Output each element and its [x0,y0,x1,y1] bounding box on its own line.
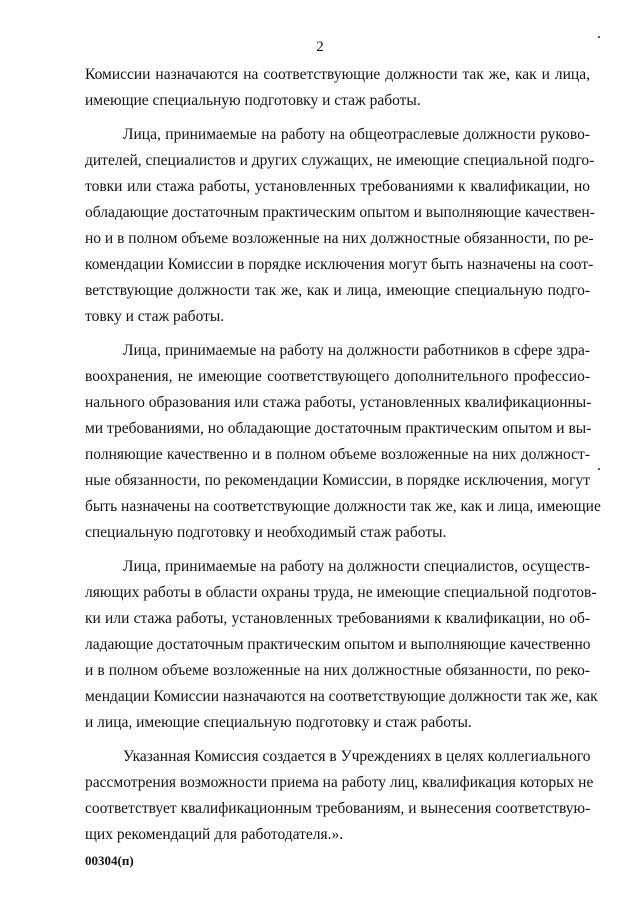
scan-speck [598,468,600,470]
text-line: и в полном объеме возложенные на них должностные обязанности, по реко- [85,662,590,679]
text-line: ладающие достаточным практическим опытом и выполняющие качественно [85,636,591,653]
paragraph [85,62,590,114]
text-line: быть назначены на соответствующие должности так же, как и лица, имеющие [85,498,601,515]
text-line: рассмотрения возможности приема на работу лиц, квалификация которых не [85,774,594,791]
text-line: товку и стаж работы. [85,308,225,325]
text-line: Лица, принимаемые на работу на должности работников в сфере здра- [123,342,590,359]
text-line: Комиссии назначаются на соответствующие должности так же, как и лица, [85,66,590,83]
document-body [85,62,601,848]
text-line: Лица, принимаемые на работу на общеотраслевые должности руково- [123,126,590,143]
paragraph [85,554,598,736]
paragraph [85,744,594,848]
text-line: щих рекомендаций для работодателя.». [85,826,344,843]
text-line: товки или стажа работы, установленных требованиями к квалификации, но [85,178,590,195]
text-line: нального образования или стажа работы, установленных квалификационны- [85,394,592,411]
text-line: комендации Комиссии в порядке исключения могут быть назначены на соот- [85,256,594,273]
text-line: ки или стажа работы, установленных требованиями к квалификации, но об- [85,610,590,627]
text-line: но и в полном объеме возложенные на них должностные обязанности, по ре- [85,230,594,247]
page-number: 2 [316,39,324,55]
text-line: ные обязанности, по рекомендации Комиссии, в порядке исключения, могут [85,472,590,489]
paragraph [85,338,601,546]
text-line: мендации Комиссии назначаются на соответствующие должности так же, как [85,688,598,705]
document-code: 00304(п) [85,853,134,868]
paragraph [85,122,595,330]
text-line: дителей, специалистов и других служащих, не имеющие специальной подго- [85,152,595,169]
text-line: соответствует квалификационным требованиям, и вынесения соответствую- [85,800,591,817]
scan-speck [598,36,600,38]
text-line: специальную подготовку и необходимый стаж работы. [85,524,447,541]
text-line: ветствующие должности так же, как и лица, имеющие специальную подго- [85,282,590,299]
text-line: Лица, принимаемые на работу на должности специалистов, осуществ- [123,558,590,575]
text-line: полняющие качественно и в полном объеме возложенные на них должност- [85,446,590,463]
text-line: воохранения, не имеющие соответствующего дополнительного профессио- [85,368,590,385]
text-line: ми требованиями, но обладающие достаточным практическим опытом и вы- [85,420,592,437]
text-line: ляющих работы в области охраны труда, не имеющие специальной подготов- [85,584,597,601]
text-line: Указанная Комиссия создается в Учреждениях в целях коллегиального [123,748,591,765]
text-line: имеющие специальную подготовку и стаж работы. [85,92,421,109]
text-line: обладающие достаточным практическим опытом и выполняющие качествен- [85,204,595,221]
text-line: и лица, имеющие специальную подготовку и стаж работы. [85,714,472,731]
